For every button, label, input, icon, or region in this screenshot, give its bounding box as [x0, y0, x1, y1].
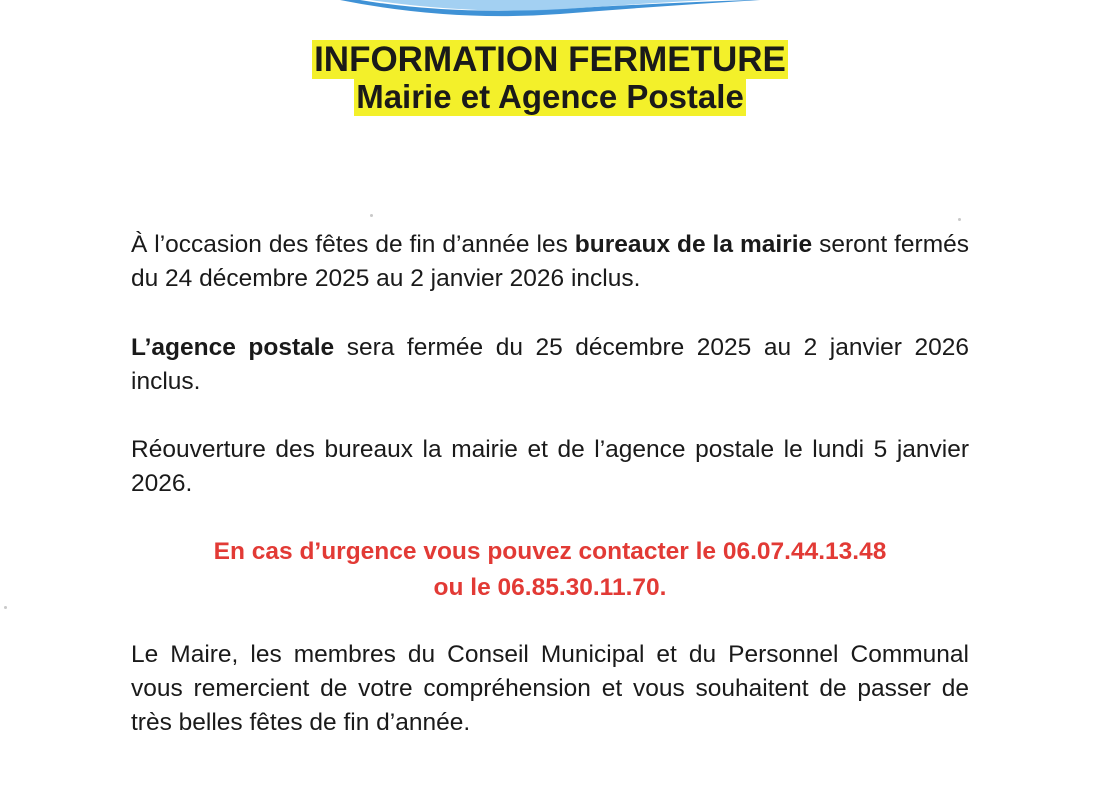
urgent-contact: [0, 534, 1100, 606]
p1-text-end: seront fermés du 24 décembre 2025 au 2 janvier 2026 inclus.: [131, 231, 969, 292]
page-title: INFORMATION FERMETURE: [314, 40, 786, 79]
paragraph-closing: Le Maire, les membres du Conseil Municipal et du Personnel Communal vous remercient de votre compréhension et vous souhaitent de passer de très belles fêtes de fin d’année.: [131, 641, 969, 736]
scan-speck: [4, 606, 7, 609]
urgent-line-1: En cas d’urgence vous pouvez contacter le 06.07.44.13.48: [213, 538, 887, 565]
page-subtitle: Mairie et Agence Postale: [356, 78, 744, 116]
paragraph-reopening: Réouverture des bureaux la mairie et de l’agence postale le lundi 5 janvier 2026.: [131, 436, 969, 497]
logo-swoosh: [330, 0, 770, 24]
p1-text-start: À l’occasion des fêtes de fin d’année les: [131, 231, 575, 258]
paragraph-mairie-closure: [131, 228, 969, 296]
p2-text: sera fermée du 25 décembre 2025 au 2 janvier 2026 inclus.: [131, 334, 969, 395]
p2-bold: L’agence postale: [131, 334, 335, 361]
p1-bold: bureaux de la mairie: [574, 231, 813, 258]
paragraph-agence-closure: [131, 331, 969, 399]
scan-speck: [958, 218, 961, 221]
scan-speck: [370, 214, 373, 217]
title-block: [0, 40, 1100, 116]
urgent-line-2: ou le 06.85.30.11.70.: [433, 574, 667, 601]
